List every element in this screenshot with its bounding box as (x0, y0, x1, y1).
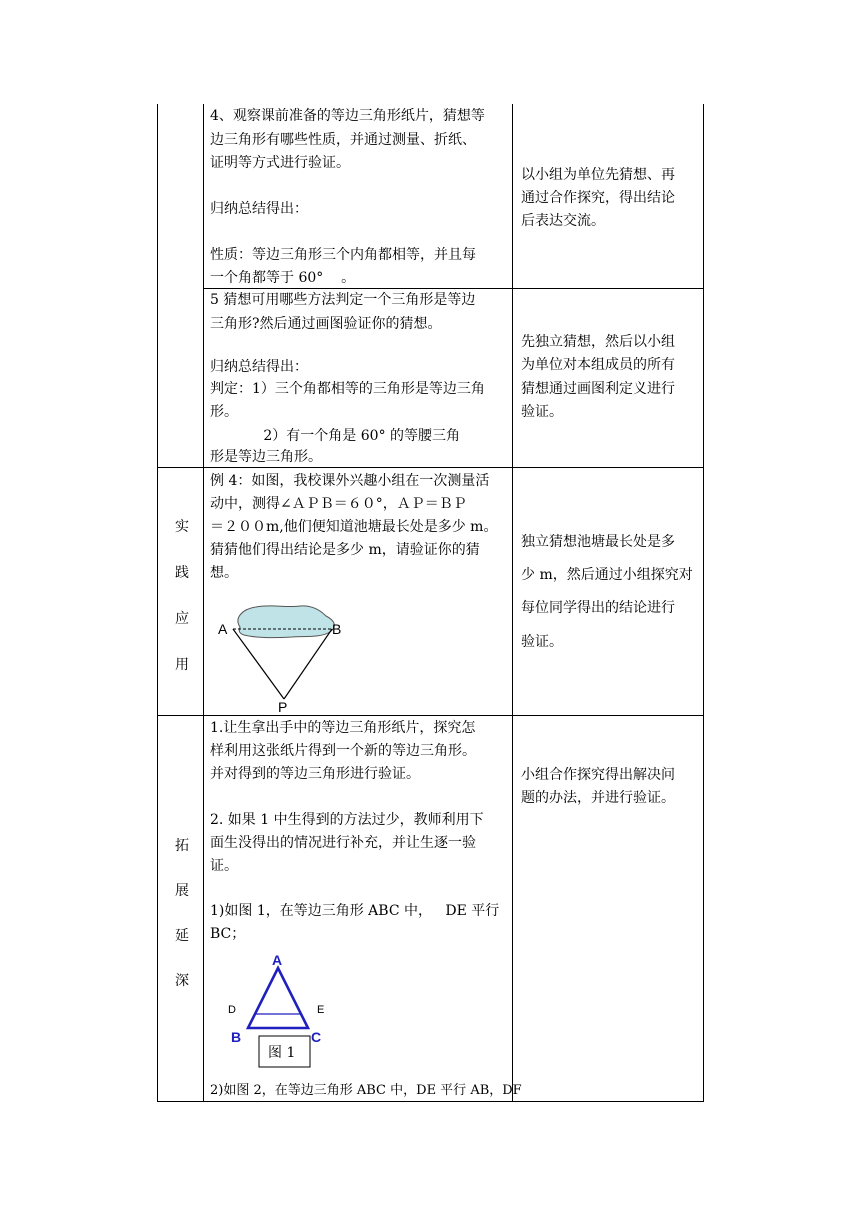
activity-text: 题的办法，并进行验证。 (521, 790, 675, 806)
table-divider-2 (512, 104, 513, 1102)
activity-text: 通过合作探究，得出结论 (521, 190, 675, 206)
point-e-label: E (317, 1004, 325, 1016)
pond-shape (238, 606, 334, 638)
activity-text: 先独立猜想，然后以小组 (521, 334, 675, 350)
activity-text: 验证。 (521, 404, 563, 420)
content-text: 2）有一个角是 60° 的等腰三角 (210, 428, 461, 444)
point-b-label: B (231, 1029, 242, 1045)
content-text: 动中，测得∠ＡＰＢ＝６０°，ＡＰ＝ＢＰ (210, 496, 467, 512)
content-text: 形是等边三角形。 (210, 449, 322, 465)
segment-bp (284, 629, 332, 699)
activity-text: 独立猜想池塘最长处是多 (521, 534, 675, 550)
section-label-char: 应 (175, 611, 189, 627)
table-divider-1 (203, 104, 204, 1102)
activity-text: 每位同学得出的结论进行 (521, 600, 675, 616)
point-c-label: C (311, 1029, 322, 1045)
activity-text: 以小组为单位先猜想、再 (521, 167, 675, 183)
triangle-abc (248, 968, 308, 1028)
content-text: 4、观察课前准备的等边三角形纸片，猜想等 (210, 108, 485, 124)
table-border-right (703, 104, 704, 1102)
content-text: 边三角形有哪些性质，并通过测量、折纸、 (210, 132, 476, 148)
content-text: 2)如图 2，在等边三角形 ABC 中，DE 平行 AB，DF (210, 1083, 522, 1098)
section-label-char: 展 (175, 883, 189, 899)
section-label-char: 延 (175, 928, 189, 944)
section-label-char: 践 (175, 565, 189, 581)
point-b-label: B (332, 621, 342, 637)
figure-1-triangle (222, 950, 340, 1074)
activity-text: 小组合作探究得出解决问 (521, 767, 675, 783)
content-text: 判定：1）三个角都相等的三角形是等边三角 (210, 381, 485, 397)
activity-text: 后表达交流。 (521, 213, 605, 229)
content-text: 面生没得出的情况进行补充，并让生逐一验 (210, 835, 476, 851)
content-text: 形。 (210, 404, 238, 420)
section-label-char: 深 (175, 973, 189, 989)
content-text: 证。 (210, 858, 238, 874)
content-text: BC； (210, 926, 246, 942)
content-text: 三角形?然后通过画图验证你的猜想。 (210, 316, 442, 332)
content-text: 5 猜想可用哪些方法判定一个三角形是等边 (210, 292, 476, 308)
content-text: 1.让生拿出手中的等边三角形纸片，探究怎 (210, 720, 476, 736)
content-text: 2. 如果 1 中生得到的方法过少，教师利用下 (210, 812, 484, 828)
pond-figure (212, 596, 352, 714)
activity-text: 少 m，然后通过小组探究对 (521, 567, 693, 583)
section-label-char: 拓 (175, 838, 189, 854)
content-text: 1)如图 1，在等边三角形 ABC 中， DE 平行 (210, 903, 500, 919)
section-label-char: 用 (175, 657, 189, 673)
content-text: 性质：等边三角形三个内角都相等，并且每 (210, 247, 476, 263)
content-text: 并对得到的等边三角形进行验证。 (210, 766, 420, 782)
content-text: 归纳总结得出： (210, 359, 308, 375)
point-p-label: P (278, 699, 288, 714)
content-text: 归纳总结得出： (210, 201, 308, 217)
activity-text: 猜想通过画图利定义进行 (521, 381, 675, 397)
point-a-label: A (218, 621, 228, 637)
point-d-label: D (228, 1004, 236, 1016)
point-a-label: A (272, 952, 283, 968)
content-text: 一个角都等于 60° 。 (210, 270, 356, 286)
row-divider-3 (157, 715, 703, 716)
activity-text: 验证。 (521, 634, 563, 650)
content-text: 证明等方式进行验证。 (210, 155, 350, 171)
content-text: 猜猜他们得出结论是多少 m，请验证你的猜 (210, 542, 480, 558)
content-text: 例 4：如图，我校课外兴趣小组在一次测量活 (210, 473, 490, 489)
figure-caption: 图 1 (268, 1045, 296, 1061)
content-text: 样利用这张纸片得到一个新的等边三角形。 (210, 743, 476, 759)
content-text: ＝２００m,他们便知道池塘最长处是多少 m。 (210, 519, 498, 535)
activity-text: 为单位对本组成员的所有 (521, 357, 675, 373)
segment-ap (233, 629, 284, 699)
section-label-char: 实 (175, 519, 189, 535)
table-border-left (157, 104, 158, 1102)
content-text: 想。 (210, 565, 238, 581)
